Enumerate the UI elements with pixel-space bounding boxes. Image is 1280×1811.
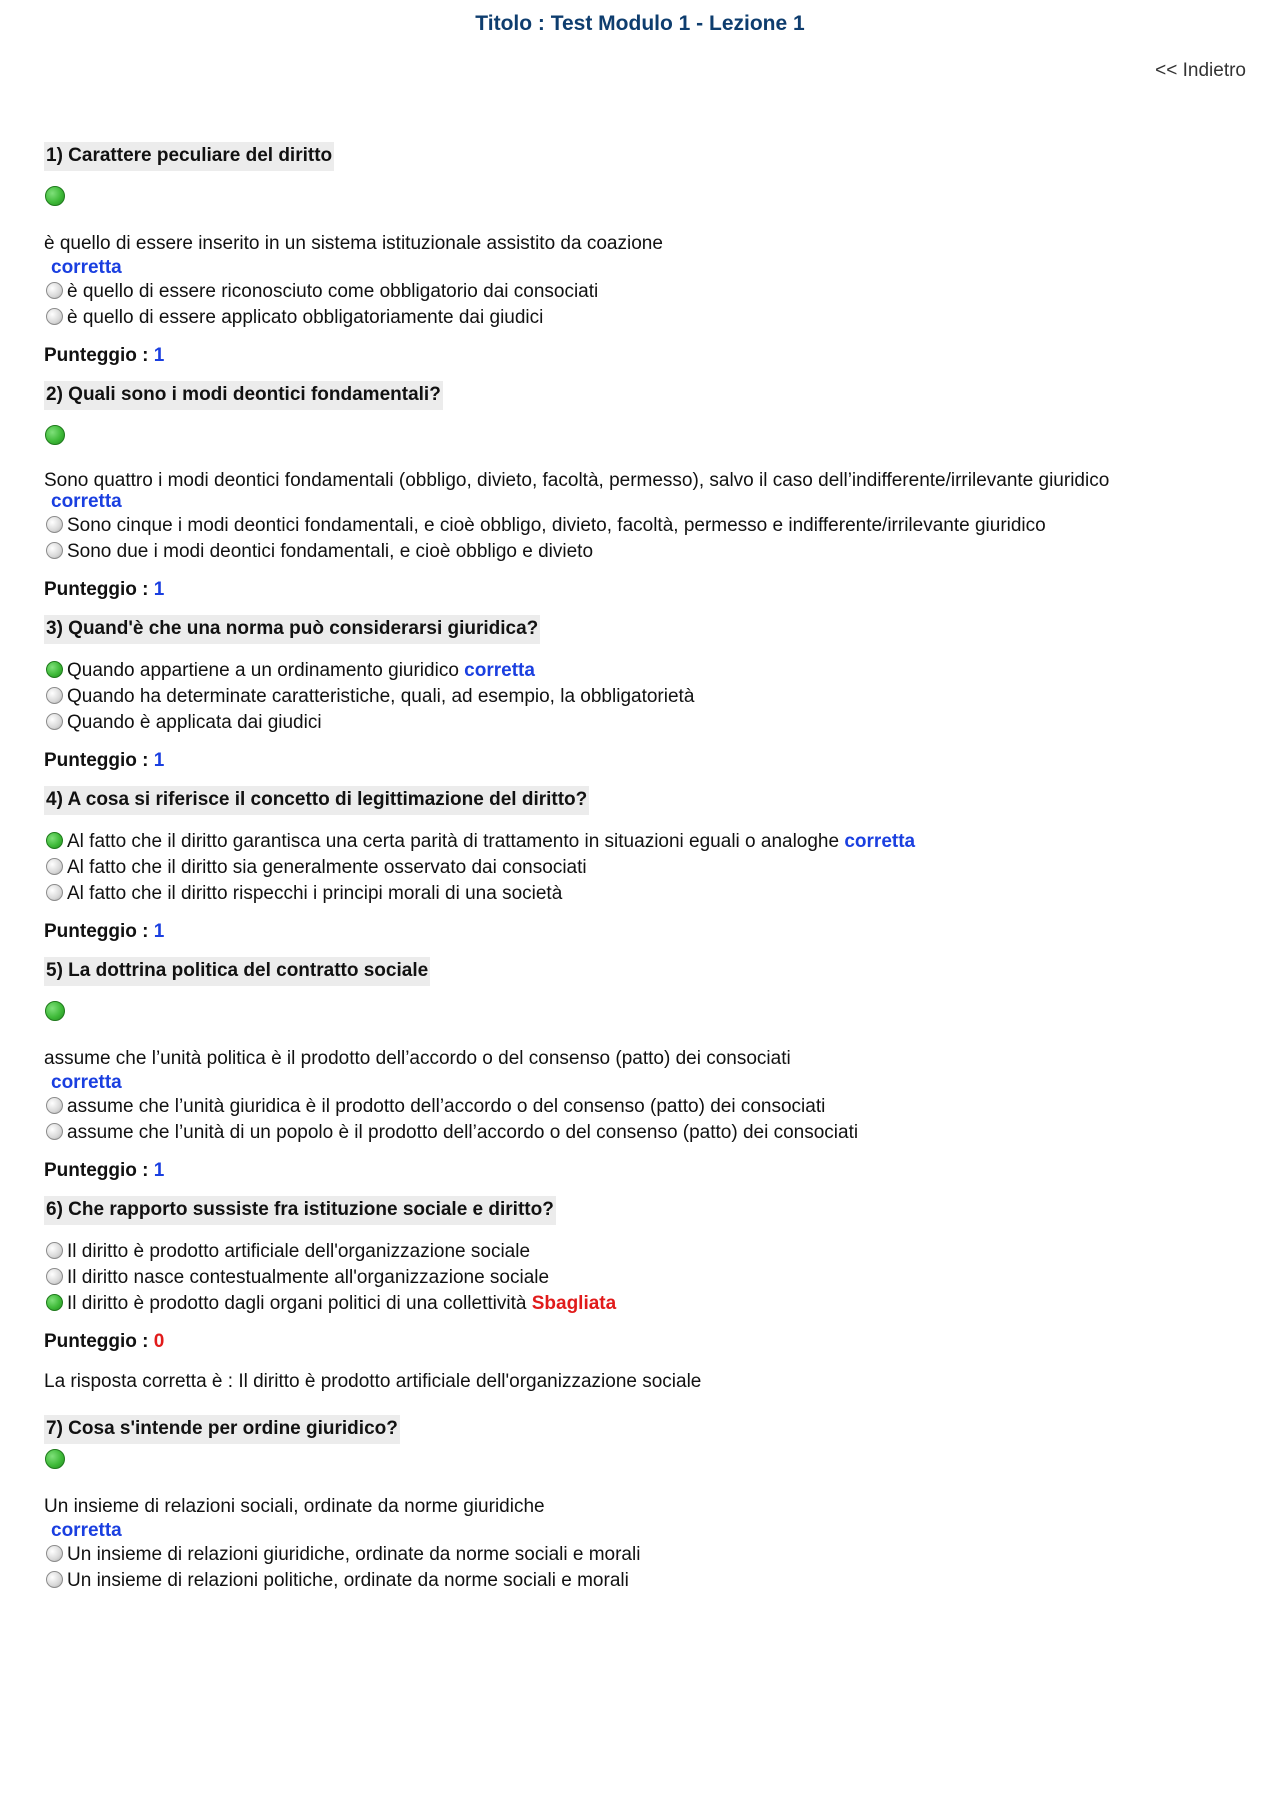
answer-option: assume che l’unità politica è il prodotto dell’accordo o del consenso (patto) dei consociati <box>44 1048 791 1069</box>
answer-option[interactable]: è quello di essere riconosciuto come obbligatorio dai consociati <box>44 279 1244 305</box>
question-1 <box>44 142 1244 367</box>
score-line: Punteggio : 1 <box>44 750 165 771</box>
radio-icon[interactable] <box>46 1242 63 1259</box>
correct-label: corretta <box>844 831 916 852</box>
quiz-content <box>44 142 1244 1594</box>
question-title: 4) A cosa si riferisce il concetto di legittimazione del diritto? <box>44 786 589 815</box>
radio-icon[interactable] <box>46 884 63 901</box>
answer-option: Un insieme di relazioni sociali, ordinate da norme giuridiche <box>44 1496 545 1517</box>
score-line: Punteggio : 1 <box>44 579 165 600</box>
radio-selected-icon[interactable] <box>46 1294 63 1311</box>
wrong-label: Sbagliata <box>531 1293 617 1314</box>
radio-selected-icon[interactable] <box>46 832 63 849</box>
question-6 <box>44 1196 1244 1393</box>
radio-icon[interactable] <box>46 308 63 325</box>
score-value: 1 <box>153 1160 165 1181</box>
page-title: Titolo : Test Modulo 1 - Lezione 1 <box>475 12 805 35</box>
radio-selected-icon[interactable] <box>45 1001 65 1021</box>
answer-option[interactable]: è quello di essere applicato obbligatoriamente dai giudici <box>44 305 1244 331</box>
question-7 <box>44 1415 1244 1594</box>
radio-icon[interactable] <box>46 1097 63 1114</box>
score-value: 1 <box>153 921 165 942</box>
question-title: 7) Cosa s'intende per ordine giuridico? <box>44 1415 400 1444</box>
answer-option[interactable]: Sono due i modi deontici fondamentali, e cioè obbligo e divieto <box>44 539 1244 565</box>
correct-answer-note: La risposta corretta è : Il diritto è prodotto artificiale dell'organizzazione sociale <box>44 1371 702 1392</box>
radio-icon[interactable] <box>46 687 63 704</box>
answer-option[interactable]: Un insieme di relazioni politiche, ordinate da norme sociali e morali <box>44 1568 1244 1594</box>
question-5 <box>44 957 1244 1182</box>
answer-option[interactable]: Sono cinque i modi deontici fondamentali, e cioè obbligo, divieto, facoltà, permesso e indifferente/irrilevante giuridico <box>44 513 1244 539</box>
correct-label: corretta <box>51 491 122 512</box>
answer-option[interactable]: assume che l’unità di un popolo è il prodotto dell’accordo o del consenso (patto) dei consociati <box>44 1120 1244 1146</box>
question-title: 3) Quand'è che una norma può considerarsi giuridica? <box>44 615 540 644</box>
question-title: 1) Carattere peculiare del diritto <box>44 142 334 171</box>
answer-option[interactable]: Quando è applicata dai giudici <box>44 710 1244 736</box>
radio-icon[interactable] <box>46 542 63 559</box>
radio-selected-icon[interactable] <box>45 425 65 445</box>
answer-option[interactable]: Al fatto che il diritto sia generalmente osservato dai consociati <box>44 855 1244 881</box>
radio-icon[interactable] <box>46 516 63 533</box>
radio-selected-icon[interactable] <box>46 661 63 678</box>
correct-label: corretta <box>464 660 535 681</box>
correct-label: corretta <box>51 1520 122 1541</box>
answer-option[interactable]: Il diritto è prodotto dagli organi politici di una collettività Sbagliata <box>44 1291 1244 1317</box>
score-value: 1 <box>153 579 165 600</box>
correct-label: corretta <box>51 257 122 278</box>
question-3 <box>44 615 1244 772</box>
answer-option: è quello di essere inserito in un sistema istituzionale assistito da coazione <box>44 233 663 254</box>
score-line: Punteggio : 1 <box>44 1160 165 1181</box>
score-value: 0 <box>153 1331 165 1352</box>
radio-icon[interactable] <box>46 1123 63 1140</box>
radio-icon[interactable] <box>46 282 63 299</box>
question-title: 6) Che rapporto sussiste fra istituzione sociale e diritto? <box>44 1196 556 1225</box>
answer-option[interactable]: Quando appartiene a un ordinamento giuridico corretta <box>44 658 1244 684</box>
question-2 <box>44 381 1244 601</box>
answer-option[interactable]: Al fatto che il diritto rispecchi i principi morali di una società <box>44 881 1244 907</box>
score-line: Punteggio : 1 <box>44 345 165 366</box>
score-value: 1 <box>153 750 165 771</box>
answer-option: Sono quattro i modi deontici fondamentali (obbligo, divieto, facoltà, permesso), salvo il caso dell’indifferente/irrilevante giuridico <box>44 470 1110 491</box>
radio-selected-icon[interactable] <box>45 186 65 206</box>
answer-option[interactable]: Il diritto è prodotto artificiale dell'organizzazione sociale <box>44 1239 1244 1265</box>
radio-icon[interactable] <box>46 858 63 875</box>
radio-icon[interactable] <box>46 713 63 730</box>
answer-option[interactable]: Un insieme di relazioni giuridiche, ordinate da norme sociali e morali <box>44 1542 1244 1568</box>
correct-label: corretta <box>51 1072 122 1093</box>
radio-icon[interactable] <box>46 1268 63 1285</box>
question-title: 2) Quali sono i modi deontici fondamentali? <box>44 381 443 410</box>
radio-icon[interactable] <box>46 1571 63 1588</box>
score-line: Punteggio : 0 <box>44 1331 165 1352</box>
score-value: 1 <box>153 345 165 366</box>
answer-option[interactable]: Il diritto nasce contestualmente all'organizzazione sociale <box>44 1265 1244 1291</box>
question-title: 5) La dottrina politica del contratto sociale <box>44 957 430 986</box>
answer-option[interactable]: Al fatto che il diritto garantisca una certa parità di trattamento in situazioni eguali o analoghe corretta <box>44 829 1244 855</box>
back-link[interactable]: << Indietro <box>1155 60 1246 81</box>
radio-selected-icon[interactable] <box>45 1449 65 1469</box>
score-line: Punteggio : 1 <box>44 921 165 942</box>
answer-option[interactable]: Quando ha determinate caratteristiche, quali, ad esempio, la obbligatorietà <box>44 684 1244 710</box>
answer-option[interactable]: assume che l’unità giuridica è il prodotto dell’accordo o del consenso (patto) dei consociati <box>44 1094 1244 1120</box>
radio-icon[interactable] <box>46 1545 63 1562</box>
question-4 <box>44 786 1244 943</box>
